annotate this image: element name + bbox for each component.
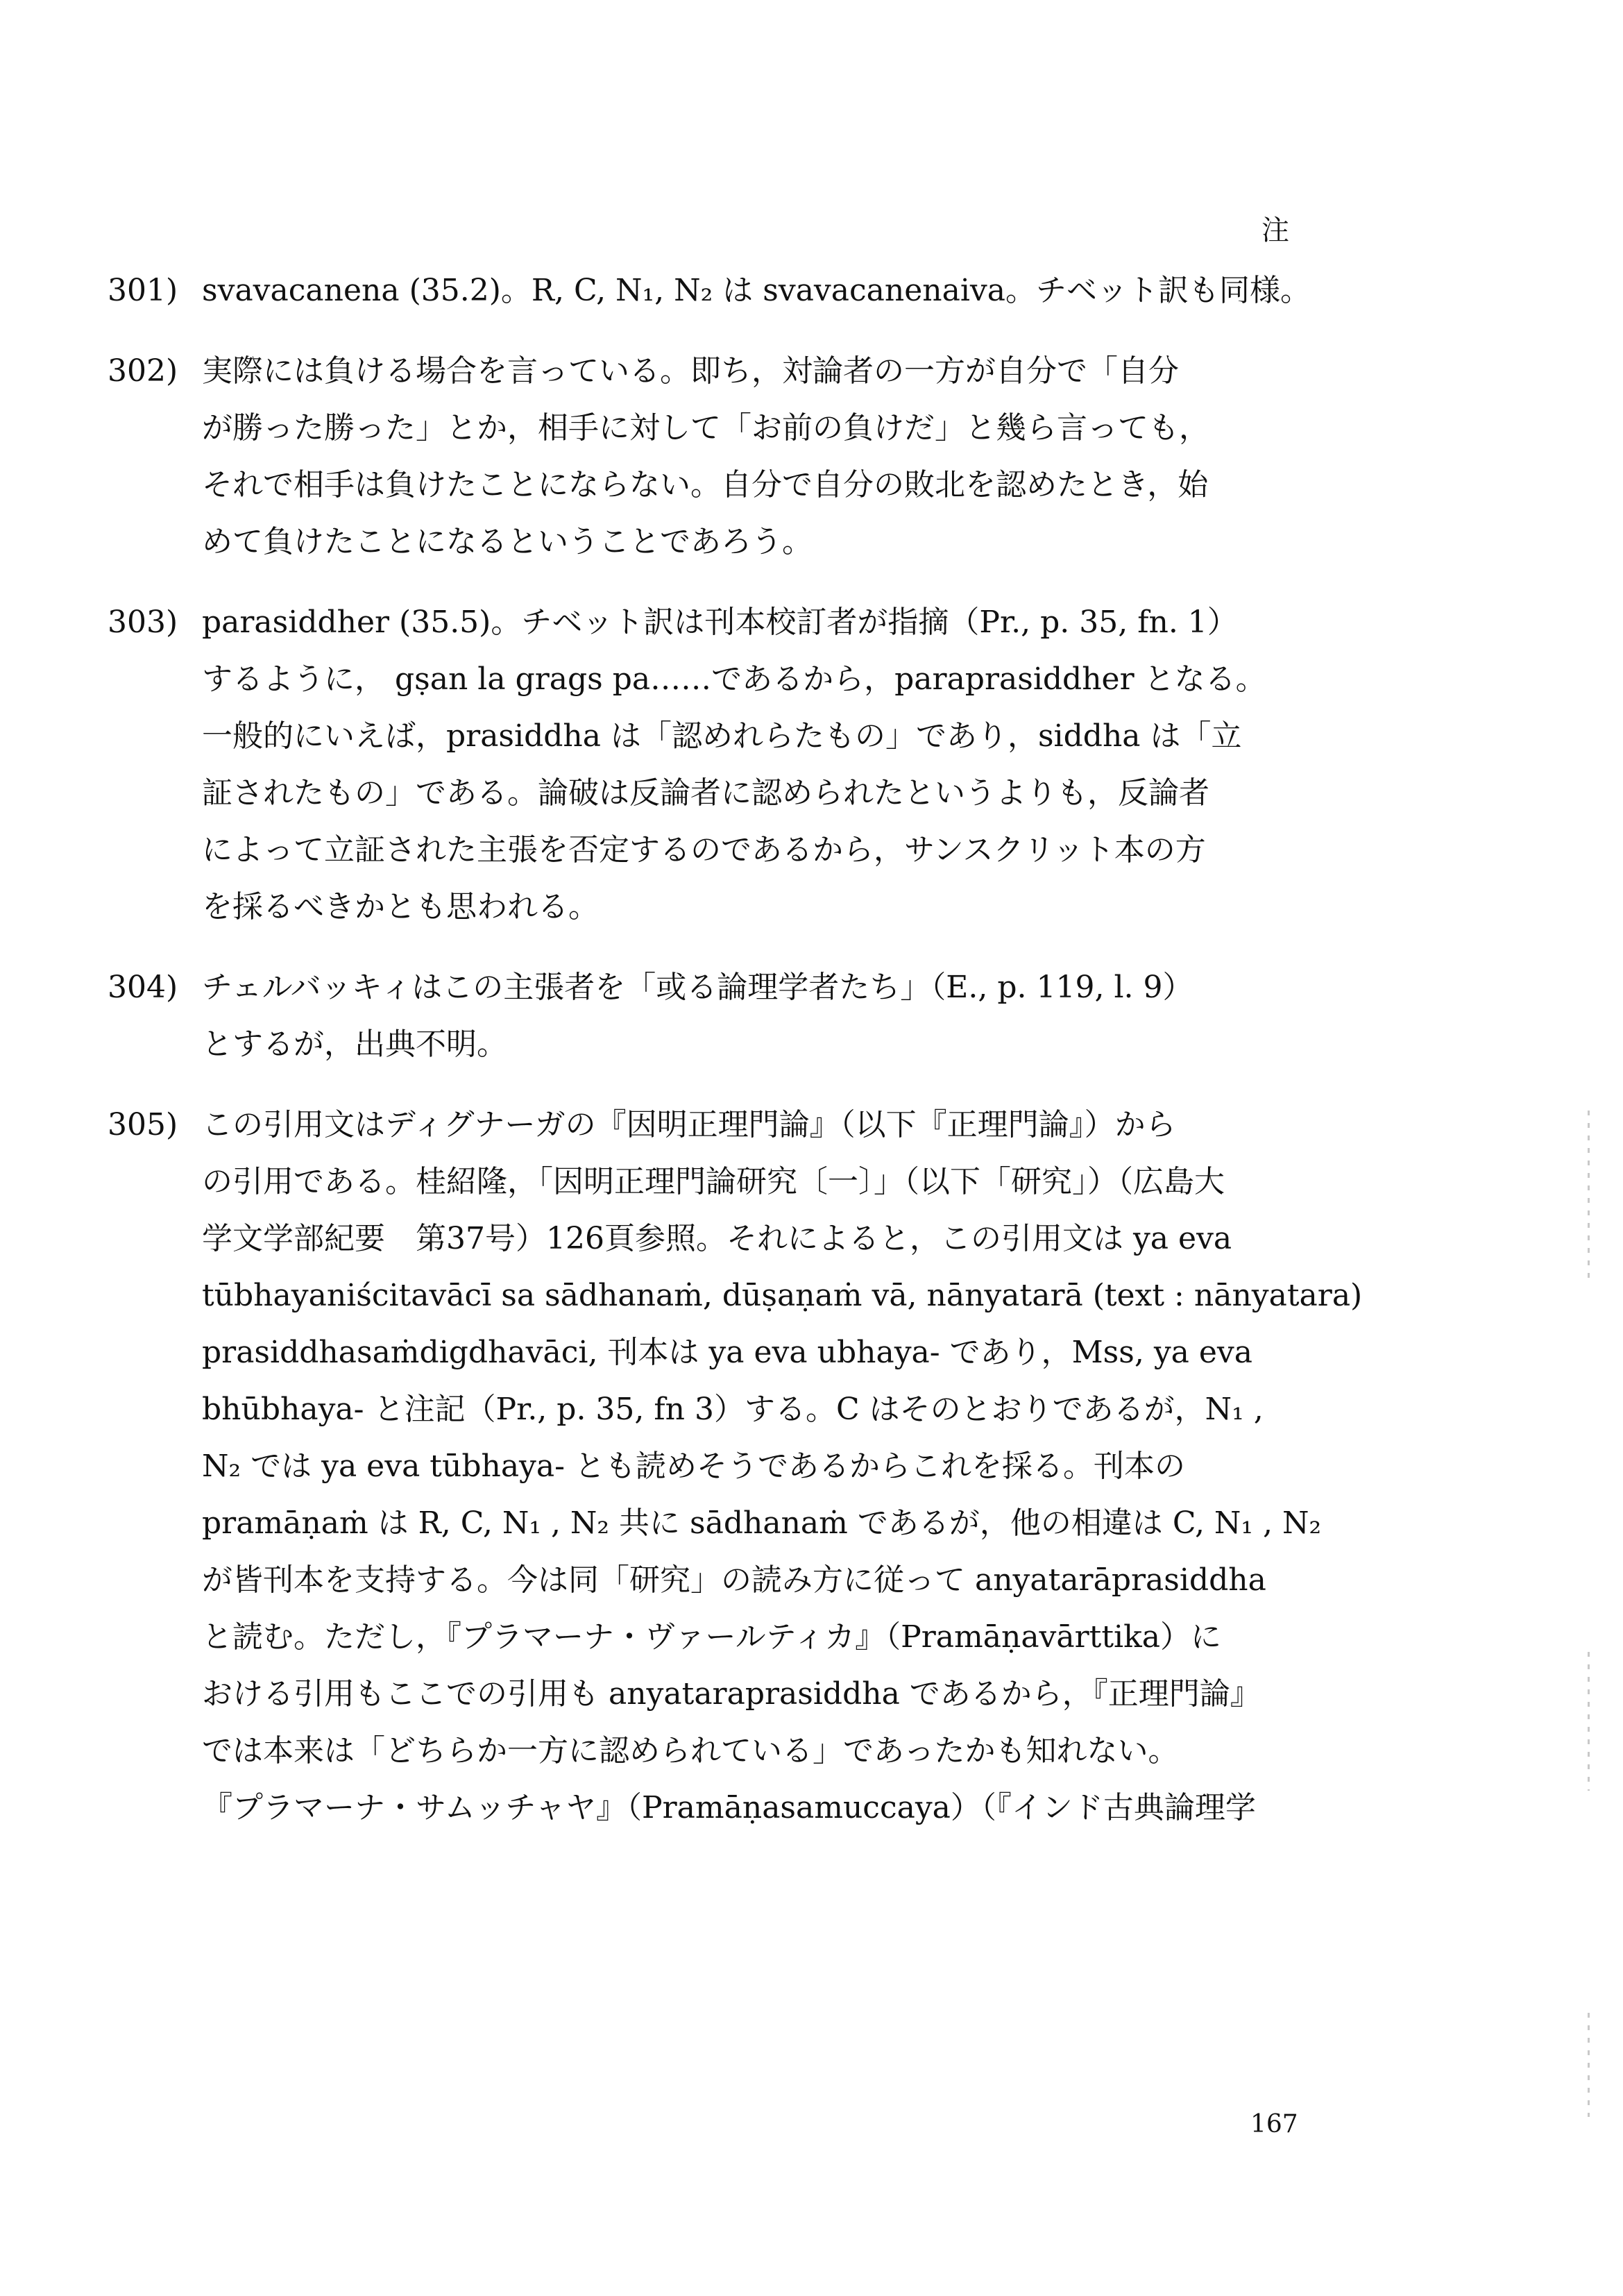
note-301 <box>108 262 1343 319</box>
note-line: pramāṇaṁ は R, C, N₁ , N₂ 共に sādhanaṁ であるが，他の相違は C, N₁ , N₂ <box>202 1505 1322 1541</box>
note-line: N₂ では ya eva tūbhaya- とも読めそうであるからこれを採る。刊本の <box>202 1449 1185 1484</box>
note-line: によって立証された主張を否定するのであるから，サンスクリット本の方 <box>202 832 1206 868</box>
note-number: 301) <box>108 273 178 308</box>
note-body <box>202 262 1343 319</box>
note-line: bhūbhaya- と注記（Pr., p. 35, fn 3）する。C はそのとおりであるが，N₁ , <box>202 1392 1264 1427</box>
note-line: 証されたもの」である。論破は反論者に認められたというよりも，反論者 <box>202 775 1209 811</box>
note-line: この引用文はディグナーガの『因明正理門論』（以下『正理門論』）から <box>202 1107 1176 1142</box>
running-head: 注 <box>1261 214 1289 246</box>
note-line: 『プラマーナ・サムッチャヤ』（Pramāṇasamuccaya）（『インド古典論理学 <box>202 1790 1256 1825</box>
note-line: チェルバッキィはこの主張者を「或る論理学者たち」（E., p. 119, l. 9） <box>202 970 1193 1005</box>
note-line: が皆刊本を支持する。今は同「研究」の読み方に従って anyatarāprasiddha <box>202 1562 1266 1598</box>
note-body <box>202 959 1343 1073</box>
scan-edge-mark <box>1588 1111 1590 1284</box>
page-number: 167 <box>1250 2110 1298 2138</box>
note-line: では本来は「どちらか一方に認められている」であったかも知れない。 <box>202 1733 1179 1769</box>
note-line: が勝った勝った」とか，相手に対して「お前の負けだ」と幾ら言っても， <box>202 410 1209 446</box>
note-line: めて負けたことになるということであろう。 <box>202 524 813 559</box>
note-line: 一般的にいえば，prasiddha は「認めれらたもの」であり，siddha は「立 <box>202 718 1242 754</box>
note-number: 303) <box>108 605 178 640</box>
note-304 <box>108 959 1343 1073</box>
note-line: tūbhayaniścitavācī sa sādhanaṁ, dūṣaṇaṁ vā, nānyatarā (text : nānyatara) <box>202 1278 1363 1313</box>
note-line: するように， gṣan la grags pa……であるから，paraprasiddher となる。 <box>202 661 1266 697</box>
scan-edge-mark <box>1588 1652 1590 1791</box>
note-line: 学文学部紀要 第37号）126頁参照。それによると，この引用文は ya eva <box>202 1221 1232 1256</box>
scan-edge-mark <box>1588 2013 1590 2117</box>
note-body <box>202 594 1343 936</box>
note-line: とするが，出典不明。 <box>202 1027 507 1062</box>
note-line: parasiddher (35.5)。チベット訳は刊本校訂者が指摘（Pr., p. 35, fn. 1） <box>202 605 1238 640</box>
note-line: と読む。ただし，『プラマーナ・ヴァールティカ』（Pramāṇavārttika）に <box>202 1619 1222 1655</box>
note-line: を採るべきかとも思われる。 <box>202 889 599 925</box>
note-body <box>202 343 1343 571</box>
note-line: おける引用もここでの引用も anyataraprasiddha であるから，『正理門論』 <box>202 1676 1261 1712</box>
note-302 <box>108 343 1343 571</box>
note-305 <box>108 1097 1363 1837</box>
notes-list <box>108 262 1363 1837</box>
note-number: 305) <box>108 1107 178 1142</box>
note-line: 実際には負ける場合を言っている。即ち，対論者の一方が自分で「自分 <box>202 353 1179 389</box>
note-body <box>202 1097 1362 1837</box>
note-line: prasiddhasaṁdigdhavāci, 刊本は ya eva ubhaya- であり，Mss, ya eva <box>202 1335 1253 1370</box>
note-line: それで相手は負けたことにならない。自分で自分の敗北を認めたとき，始 <box>202 467 1209 503</box>
note-number: 302) <box>108 353 178 389</box>
note-number: 304) <box>108 970 178 1005</box>
note-line: の引用である。桂紹隆，「因明正理門論研究〔一〕」（以下「研究」）（広島大 <box>202 1164 1225 1199</box>
note-303 <box>108 594 1343 936</box>
note-line: svavacanena (35.2)。R, C, N₁, N₂ は svavacanenaiva。チベット訳も同様。 <box>202 273 1311 308</box>
